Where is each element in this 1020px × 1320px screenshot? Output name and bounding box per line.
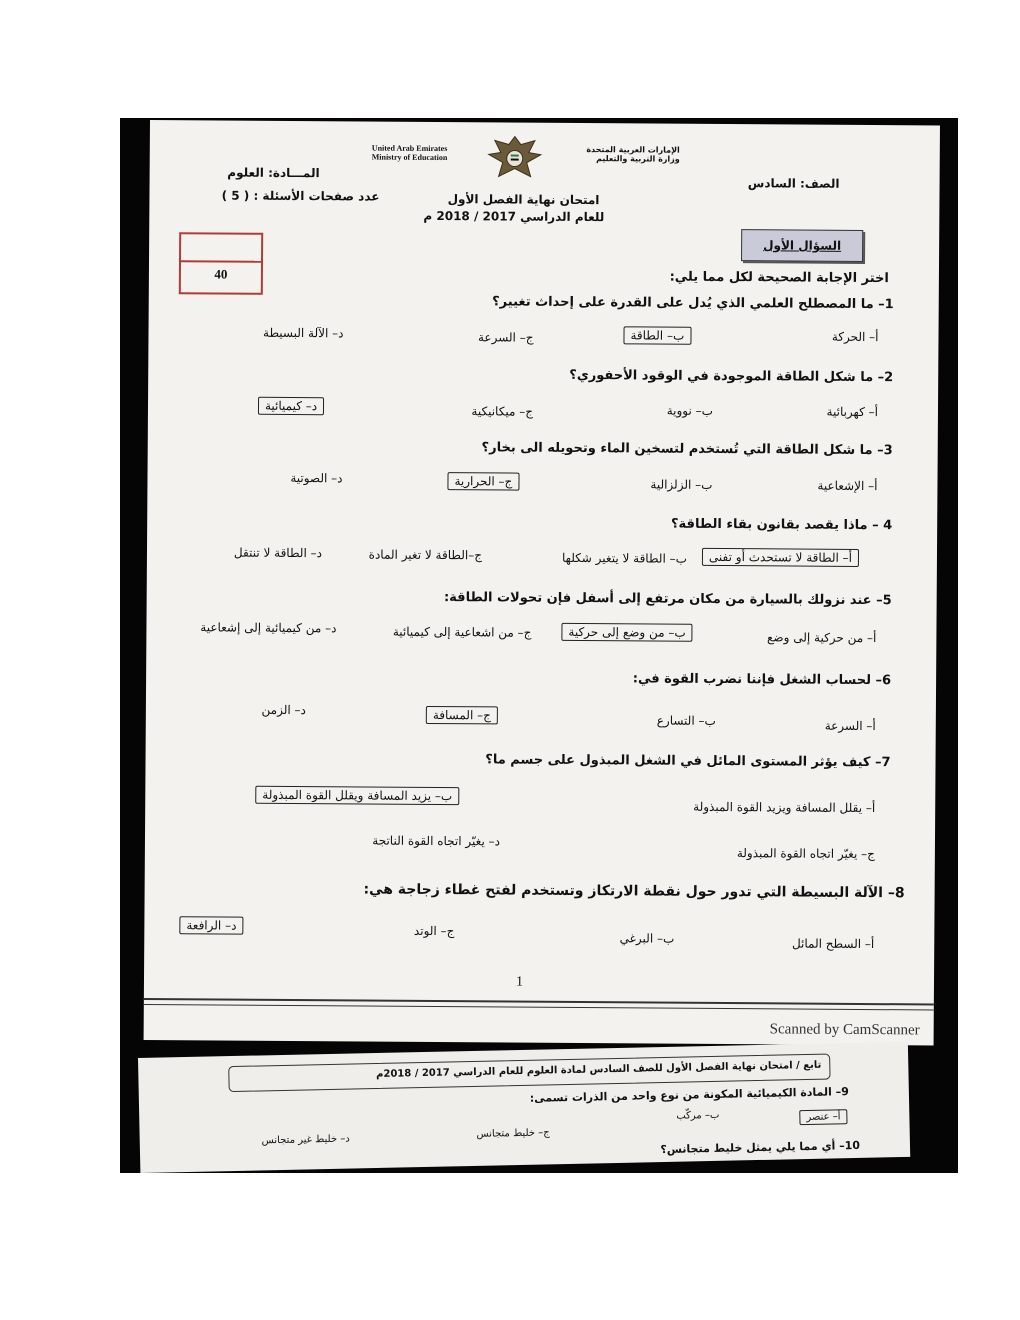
q3-option-c: ج– الحرارية [447, 472, 519, 491]
q8-option-b: ب– البرغي [619, 931, 675, 946]
q8-option-a: أ– السطح المائل [791, 936, 875, 952]
question-6: 6– لحساب الشغل فإننا نضرب القوة في: [632, 671, 892, 689]
header-moe-ar: وزارة التربية والتعليم [596, 154, 680, 164]
exam-title: امتحان نهاية الفصل الأول [447, 192, 600, 208]
q6-option-c: ج– المسافة [426, 706, 498, 725]
question-5: 5– عند نزولك بالسيارة من مكان مرتفع إلى أسفل فإن تحولات الطاقة: [443, 590, 892, 609]
question-9: 9– المادة الكيميائية المكونة من نوع واحد من الذرات تسمى: [529, 1085, 849, 1105]
q7-option-a: أ– يقلل المسافة ويزيد القوة المبذولة [693, 799, 876, 816]
grade-label: الصف: السادس [747, 176, 840, 191]
q9-option-d: د– خليط غير متجانس [261, 1133, 350, 1147]
q4-option-b: ب– الطاقة لا يتغير شكلها [561, 550, 687, 566]
q2-option-b: ب– نووية [666, 403, 714, 418]
q5-option-c: ج– من اشعاعية إلى كيميائية [392, 624, 532, 640]
page2-header: تابع / امتحان نهاية الفصل الأول للصف السادس لمادة العلوم للعام الدراسي 2017 / 2018م [375, 1059, 822, 1081]
q9-option-c: ج– خليط متجانس [476, 1127, 550, 1140]
header-uae-en: United Arab Emirates [371, 143, 448, 154]
score-box [179, 232, 263, 295]
question-10: 10– أي مما يلي يمثل خليط متجانس؟ [660, 1138, 861, 1157]
q7-option-d: د– يغيّر اتجاه القوة الناتجة [372, 833, 501, 849]
uae-emblem-icon [485, 132, 545, 182]
question-8: 8– الآلة البسيطة التي تدور حول نقطة الارتكاز وتستخدم لفتح غطاء زجاجة هي: [363, 881, 905, 902]
exam-page-2 [138, 1042, 910, 1173]
q2-option-a: أ– كهربائية [826, 404, 879, 420]
q8-option-d: د– الرافعة [179, 916, 243, 934]
scanner-watermark: Scanned by CamScanner [769, 1021, 920, 1039]
section-title: السؤال الأول [763, 238, 842, 253]
q1-option-d: د– الآلة البسيطة [262, 325, 344, 341]
page-number: 1 [515, 974, 524, 990]
q8-option-c: ج– الوتد [413, 923, 455, 939]
footer-rule-thin [144, 1004, 934, 1011]
question-1: 1– ما المصطلح العلمي الذي يُدل على القدرة على إحداث تغيير؟ [492, 294, 894, 313]
question-4: 4 – ماذا يقصد بقانون بقاء الطاقة؟ [670, 516, 893, 534]
q9-option-a: أ– عنصر [799, 1109, 847, 1125]
q7-option-c: ج– يغيّر اتجاه القوة المبذولة [736, 846, 875, 862]
total-score: 40 [214, 266, 228, 282]
q1-option-c: ج– السرعة [477, 330, 534, 345]
q2-option-d: د– كيميائية [258, 397, 324, 415]
q6-option-d: د– الزمن [261, 702, 306, 718]
page2-header-box [228, 1054, 830, 1093]
q2-option-c: ج– ميكانيكية [471, 404, 534, 419]
instructions: اختر الإجابة الصحيحة لكل مما يلي: [669, 269, 889, 287]
section-title-box [741, 229, 863, 262]
academic-year: للعام الدراسي 2017 / 2018 م [423, 208, 605, 225]
q9-option-b: ب– مركّب [676, 1109, 720, 1122]
q3-option-b: ب– الزلزالية [650, 477, 713, 492]
q7-option-b: ب– يزيد المسافة ويقلل القوة المبذولة [255, 786, 459, 805]
q5-option-a: أ– من حركية إلى وضع [767, 630, 877, 646]
q3-option-d: د– الصوتية [290, 470, 343, 486]
q3-option-a: أ– الإشعاعية [817, 478, 878, 494]
q5-option-b: ب– من وضع إلى حركية [561, 623, 692, 642]
header-uae-ar: الإمارات العربية المتحدة [586, 145, 680, 155]
q1-option-b: ب– الطاقة [623, 326, 691, 344]
pages-count: عدد صفحات الأسئلة : ( 5 ) [221, 188, 380, 204]
q4-option-c: ج–الطاقة لا تغير المادة [368, 547, 483, 563]
q4-option-a: أ– الطاقة لا تستحدث أو تفنى [702, 548, 859, 567]
header-moe-en: Ministry of Education [371, 152, 448, 163]
question-7: 7– كيف يؤثر المستوى المائل في الشغل المبذول على جسم ما؟ [485, 752, 891, 771]
subject-label: المـــادة: العلوم [227, 165, 320, 181]
q5-option-d: د– من كيميائية إلى إشعاعية [200, 620, 337, 636]
exam-page-1 [144, 120, 940, 1045]
q6-option-b: ب– التسارع [656, 713, 716, 728]
question-3: 3– ما شكل الطاقة التي تُستخدم لتسخين الماء وتحويله الى بخار؟ [481, 440, 893, 459]
question-2: 2– ما شكل الطاقة الموجودة في الوقود الأحفوري؟ [569, 367, 894, 386]
q1-option-a: أ– الحركة [831, 329, 879, 345]
q6-option-a: أ– السرعة [824, 718, 876, 734]
q4-option-d: د– الطاقة لا تنتقل [233, 545, 323, 561]
